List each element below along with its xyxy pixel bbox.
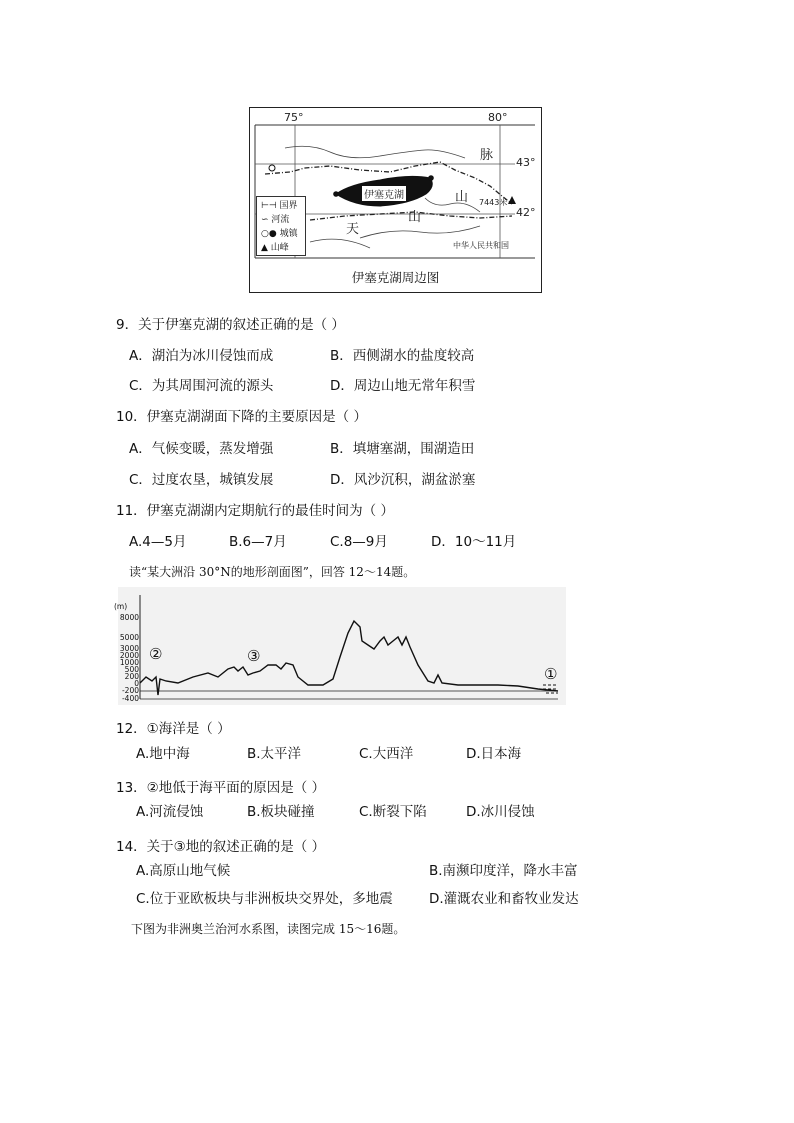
q12-option-d: D.日本海 <box>466 746 522 762</box>
marker-1: ① <box>544 665 558 683</box>
town-circle <box>269 165 275 171</box>
q13-option-b: B.板块碰撞 <box>247 804 315 820</box>
q11-option-b: B.6—7月 <box>229 534 287 550</box>
lat-label-43: 43° <box>516 156 536 169</box>
q9-option-c: C．为其周围河流的源头 <box>129 378 274 394</box>
tick-3000: 3000 <box>119 644 139 653</box>
map-caption: 伊塞克湖周边图 <box>351 270 440 285</box>
legend-river: ∽ 河流 <box>261 215 290 225</box>
q13-option-c: C.断裂下陷 <box>359 804 427 820</box>
peak-triangle <box>508 196 516 204</box>
tick-8000: 8000 <box>119 613 139 622</box>
legend-border: ⊢⊣ 国界 <box>261 201 298 211</box>
town-dot <box>428 175 434 181</box>
q11-option-d: D．10～11月 <box>431 534 517 550</box>
q14-option-b: B.南濒印度洋，降水丰富 <box>429 863 578 879</box>
q13-option-d: D.冰川侵蚀 <box>466 804 535 820</box>
q9-option-a: A．湖泊为冰川侵蚀而成 <box>129 348 274 364</box>
profile-intro-note: 读“某大洲沿 30°N的地形剖面图”，回答 12～14题。 <box>129 565 416 579</box>
marker-3: ③ <box>247 647 261 665</box>
q10-option-d: D．风沙沉积，湖盆淤塞 <box>330 472 476 488</box>
terrain-profile-line <box>140 621 558 695</box>
q14-option-a: A.高原山地气候 <box>136 863 231 879</box>
tick-200: 200 <box>124 672 139 681</box>
ocean-hatch <box>543 685 558 693</box>
lake-map-figure <box>249 107 542 293</box>
map-legend <box>256 196 306 256</box>
tick-2000: 2000 <box>119 651 139 660</box>
river-intro-note: 下图为非洲奥兰治河水系图，读图完成 15～16题。 <box>131 922 406 936</box>
q12-option-c: C.大西洋 <box>359 746 414 762</box>
q9-option-d: D．周边山地无常年积雪 <box>330 378 476 394</box>
question-14: 14．关于③地的叙述正确的是（ ） <box>116 839 326 855</box>
mountain-char-shan: 山 <box>408 210 422 225</box>
peak-elevation-label: 7443米 <box>479 198 508 207</box>
town-dot <box>333 191 339 197</box>
river <box>310 239 370 248</box>
q9-option-b: B．西侧湖水的盐度较高 <box>330 348 475 364</box>
terrain-profile-figure <box>114 587 566 705</box>
tick-500: 500 <box>124 665 139 674</box>
river <box>285 146 465 158</box>
tick-5000: 5000 <box>119 633 139 642</box>
mountain-char-tian: 天 <box>346 222 360 237</box>
lon-label-75: 75° <box>284 111 304 124</box>
q10-option-b: B．填塘塞湖，围湖造田 <box>330 441 475 457</box>
question-13: 13．②地低于海平面的原因是（ ） <box>116 780 326 796</box>
question-12: 12．①海洋是（ ） <box>116 721 231 737</box>
lake-label: 伊塞克湖 <box>362 186 406 201</box>
q10-option-a: A．气候变暖，蒸发增强 <box>129 441 274 457</box>
country-label: 中华人民共和国 <box>453 241 509 250</box>
q10-option-c: C．过度农垦，城镇发展 <box>129 472 274 488</box>
question-11: 11．伊塞克湖湖内定期航行的最佳时间为（ ） <box>116 503 394 519</box>
question-10: 10．伊塞克湖湖面下降的主要原因是（ ） <box>116 409 367 425</box>
q12-option-b: B.太平洋 <box>247 746 302 762</box>
question-9: 9．关于伊塞克湖的叙述正确的是（ ） <box>116 317 345 333</box>
tick-1000: 1000 <box>119 658 139 667</box>
mountain-char-mai: 脉 <box>480 148 494 163</box>
legend-town: ○● 城镇 <box>261 229 298 239</box>
profile-unit-label: (m) <box>114 602 128 611</box>
tick-0: 0 <box>134 679 139 688</box>
q14-option-d: D.灌溉农业和畜牧业发达 <box>429 891 579 907</box>
river <box>360 226 480 238</box>
mountain-char-shan-2: 山 <box>455 190 469 205</box>
q13-option-a: A.河流侵蚀 <box>136 804 204 820</box>
q11-option-a: A.4—5月 <box>129 534 187 550</box>
legend-peak: ▲ 山峰 <box>261 243 289 253</box>
marker-2: ② <box>149 645 163 663</box>
terrain-profile-drawing <box>118 587 566 705</box>
lat-label-42: 42° <box>516 206 536 219</box>
q12-option-a: A.地中海 <box>136 746 190 762</box>
q11-option-c: C.8—9月 <box>330 534 388 550</box>
tick-minus-200: -200 <box>121 686 139 695</box>
river <box>425 198 480 212</box>
q14-option-c: C.位于亚欧板块与非洲板块交界处，多地震 <box>136 891 393 907</box>
lon-label-80: 80° <box>488 111 508 124</box>
tick-minus-400: -400 <box>121 694 139 703</box>
